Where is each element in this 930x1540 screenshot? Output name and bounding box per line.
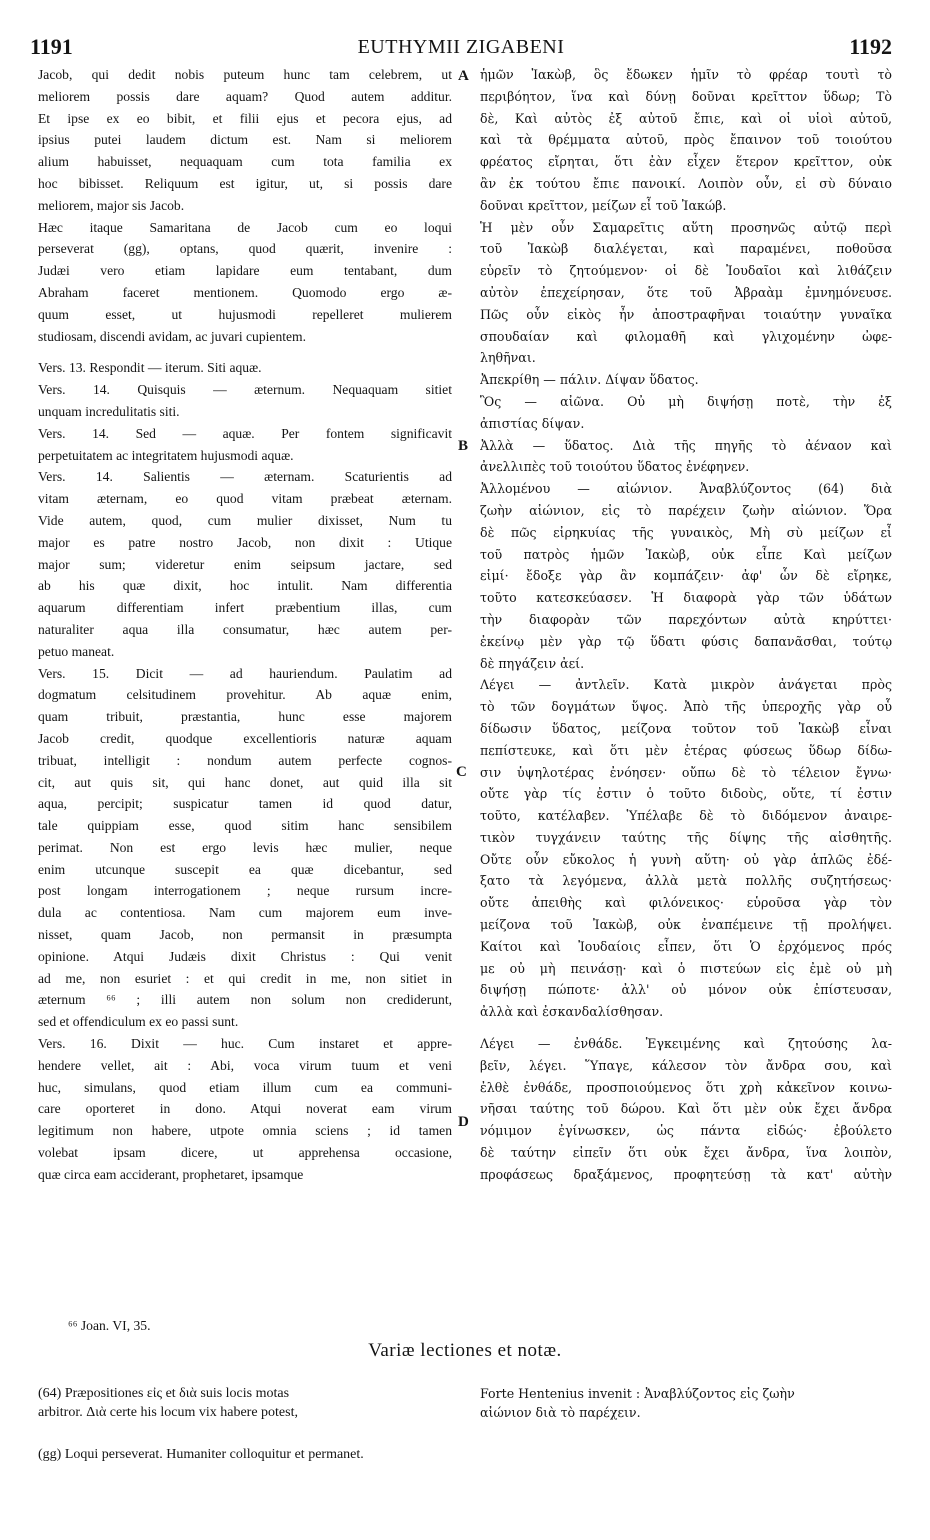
latin-line: petuo maneat. bbox=[38, 643, 115, 659]
greek-line: καὶ τὰ θρέμματα αὐτοῦ, πρὸς ἔπαινον τοῦ τοιούτου bbox=[480, 132, 892, 148]
greek-line: με οὐ μὴ πεινάσῃ· καὶ ὁ πιστεύων εἰς ἐμὲ οὐ μὴ bbox=[480, 960, 892, 976]
latin-line: cit, aut quis sit, qui hanc donet, aut quid illa sit bbox=[38, 774, 452, 790]
latin-line: hoc bibisset. Reliquum est igitur, ut, si possis dare bbox=[38, 175, 452, 191]
greek-line: μείζονα τοῦ Ἰακὼβ, οὐκ ἐναπέμεινε τῇ προλήψει. bbox=[480, 917, 892, 933]
greek-line: τὴν διαφορὰν τῶν παρεχόντων αὐτὰ κηρύττει· bbox=[480, 611, 892, 627]
note-64-continued bbox=[480, 1384, 900, 1422]
greek-line: Ἡ μὲν οὖν Σαμαρεῖτις αὕτη προσηνῶς αὐτῷ περὶ bbox=[480, 219, 892, 235]
greek-line: φρέατος εἴρηται, ὅτι ἐὰν εἶχεν ἕτερον κρεῖττον, οὐκ bbox=[480, 154, 892, 170]
greek-line: δὲ ταύτην εἰπεῖν ὅτι οὐκ ἔχει ἄνδρα, ἵνα λοιπὸν, bbox=[480, 1145, 892, 1161]
latin-line: huc, simulans, quod etiam illum cum ea communi- bbox=[38, 1079, 452, 1095]
greek-spacer bbox=[480, 1023, 892, 1033]
latin-line: meliorem, major sis Jacob. bbox=[38, 197, 185, 213]
footnote: ⁶⁶ Joan. VI, 35. bbox=[68, 1318, 151, 1333]
latin-line: perseverat (gg), optans, quod quærit, invenire : bbox=[38, 241, 452, 257]
latin-line: Vide autem, quod, cum mulier dixisset, Num tu bbox=[38, 512, 452, 528]
greek-line: Λέγει — ἀντλεῖν. Κατὰ μικρὸν ἀνάγεται πρὸς bbox=[480, 677, 892, 693]
latin-line: tale quippiam esse, quod sitim hanc sensibilem bbox=[38, 818, 452, 834]
latin-line: Abraham faceret mentionem. Quomodo ergo æ- bbox=[38, 284, 452, 300]
latin-line: Vers. 16. Dixit — huc. Cum instaret et appre- bbox=[38, 1036, 452, 1052]
greek-line: δὲ, Καὶ αὐτὸς ἐξ αὐτοῦ ἔπιε, καὶ οἱ υἱοὶ αὐτοῦ, bbox=[480, 110, 892, 126]
greek-line: σπουδαίαν καὶ φιλομαθῆ καὶ γλιχομένην ὠφε- bbox=[480, 328, 892, 344]
greek-line: νῆσαι ταύτης τοῦ δώρου. Καὶ ὅτι μὲν οὐκ ἔχει ἄνδρα bbox=[480, 1101, 892, 1117]
latin-line: Vers. 13. Respondit — iterum. Siti aquæ. bbox=[38, 360, 262, 376]
latin-line: major es patre nostro Jacob, non dixit : Utique bbox=[38, 534, 452, 550]
latin-line: perimat. Non est ergo levis hæc mulier, neque bbox=[38, 839, 452, 855]
latin-line: alium habuisset, nequaquam cum tota familia ex bbox=[38, 154, 452, 170]
greek-line: πεπίστευκε, καὶ ὅτι μὲν ἑτέρας φύσεως ὕδωρ δίδω- bbox=[480, 742, 892, 758]
latin-line: care oporteret in dono. Atqui noverat eam virum bbox=[38, 1101, 452, 1117]
latin-line: aquarum differentiam infert præbentium illas, cum bbox=[38, 600, 452, 616]
latin-line: Vers. 14. Quisquis — æternum. Nequaquam sitiet bbox=[38, 382, 452, 398]
greek-line: Καίτοι καὶ Ἰουδαίοις εἶπεν, ὅτι Ὁ ἐρχόμενος πρός bbox=[480, 938, 892, 954]
greek-line: ἡμῶν Ἰακὼβ, ὃς ἔδωκεν ἡμῖν τὸ φρέαρ τουτὶ τὸ bbox=[480, 67, 892, 82]
note-gg: (gg) Loqui perseverat. Humaniter colloquitur et permanet. bbox=[38, 1447, 364, 1462]
greek-line: ἐλθὲ ἐνθάδε, προσποιούμενος ὅτι χρὴ κἀκεῖνον κοινω- bbox=[480, 1079, 892, 1095]
greek-line: Πῶς οὖν εἰκὸς ἦν ἀποστραφῆναι τοιαύτην γυναῖκα bbox=[480, 306, 892, 322]
latin-line: studiosam, discendi avidam, ac juvari cupientem. bbox=[38, 328, 307, 344]
greek-line: δοῦναι κρεῖττον, μείζων εἶ τοῦ Ἰακώβ. bbox=[480, 197, 727, 213]
greek-line: Λέγει — ἐνθάδε. Ἐγκειμένης καὶ ζητούσης λα- bbox=[480, 1036, 892, 1052]
section-marker-c: C bbox=[456, 764, 467, 780]
greek-line: τὸ τῶν δογμάτων ὕψος. Ἀπὸ τῆς ὑπεροχῆς γὰρ οὗ bbox=[480, 699, 892, 715]
greek-line: σιν ὑψηλοτέρας ἐνόησεν· οὔπω δὲ τὸ τέλειον ἔγνω· bbox=[480, 764, 892, 780]
latin-spacer bbox=[38, 347, 452, 357]
latin-line: Hæc itaque Samaritana de Jacob cum eo loqui bbox=[38, 219, 452, 235]
note-64-line-1: (64) Præpositiones εἰς et διὰ suis locis motas bbox=[38, 1386, 290, 1401]
greek-column bbox=[480, 64, 892, 1186]
latin-line: Vers. 15. Dicit — ad hauriendum. Paulatim ad bbox=[38, 665, 452, 681]
latin-column bbox=[38, 64, 452, 1186]
latin-line: post longam interrogationem ; neque rursum incre- bbox=[38, 883, 452, 899]
latin-line: Vers. 14. Sed — aquæ. Per fontem significavit bbox=[38, 425, 452, 441]
page-number-right: 1192 bbox=[849, 34, 892, 59]
latin-line: quam tribuit, præstantia, hunc esse majorem bbox=[38, 709, 452, 725]
greek-line: ἀνελλιπὲς τοῦ τοιούτου ὕδατος ἐνέφηνεν. bbox=[480, 459, 750, 475]
latin-line: sed et offendiculum ex eo passi sunt. bbox=[38, 1014, 239, 1030]
page-number-left: 1191 bbox=[30, 34, 73, 59]
latin-line: æternum ⁶⁶ ; illi autem non solum non crediderunt, bbox=[38, 992, 452, 1008]
latin-line: aqua, percipit; suspicatur tamen id quod datur, bbox=[38, 796, 452, 812]
greek-line: ἂν ἐκ τούτου ἔπιε πανοικί. Λοιπὸν οὖν, εἰ σὺ δύναιο bbox=[480, 175, 892, 191]
note-right-line-1: Forte Hentenius invenit : Ἀναβλύζοντος εἰς ζωὴν bbox=[480, 1386, 795, 1401]
latin-line: Et ipse ex eo bibit, et filii ejus et pecora ejus, ad bbox=[38, 110, 452, 126]
latin-line: Jacob, qui dedit nobis puteum hunc tam celebrem, ut bbox=[38, 67, 452, 82]
latin-line: meliorem possis dare aquam? Quod autem additur. bbox=[38, 88, 452, 104]
latin-line: vitam æternam, eo quod vitam præbeat æternam. bbox=[38, 491, 452, 507]
latin-line: dogmatum celsitudinem provehitur. Ab aquæ enim, bbox=[38, 687, 452, 703]
greek-line: ἐκείνῳ μὲν γὰρ τῷ ὕδατι φύσις δαπανᾶσθαι, τούτῳ bbox=[480, 633, 892, 649]
greek-line: τοῦτο κατεσκεύασεν. Ἡ διαφορὰ γὰρ τῶν ὑδάτων bbox=[480, 590, 892, 606]
latin-line: ad me, non esuriet : et qui credit in me, non sitiet in bbox=[38, 970, 452, 986]
greek-line: προφάσεως δραξάμενος, προφητεύσῃ τὰ κατ' αὐτὴν bbox=[480, 1166, 892, 1182]
latin-line: hendere vellet, ait : Abi, voca virum tuum et veni bbox=[38, 1057, 452, 1073]
greek-line: εὑρεῖν τὸ ζητούμενον· οἱ δὲ Ἰουδαῖοι καὶ λιθάζειν bbox=[480, 263, 892, 279]
latin-line: naturaliter aqua illa consumatur, hæc autem per- bbox=[38, 621, 452, 637]
greek-line: αὐτὸν ἐπεχείρησαν, ὅτε τοῦ Ἀβραὰμ ἐμνημόνευσε. bbox=[480, 284, 892, 300]
latin-line: nisset, quam Jacob, non permansit in præsumpta bbox=[38, 927, 452, 943]
latin-line: quum esset, ut hujusmodi repelleret mulierem bbox=[38, 306, 452, 322]
section-marker-a: A bbox=[458, 68, 469, 84]
latin-line: ipsius putei laudem dictum est. Nam si meliorem bbox=[38, 132, 452, 148]
latin-line: unquam incredulitatis siti. bbox=[38, 403, 180, 419]
greek-line: νόμιμον ἐγίνωσκεν, ὡς πάντα εἰδώς· ἐβούλετο bbox=[480, 1123, 892, 1139]
note-64 bbox=[38, 1384, 458, 1422]
greek-line: τοῦτο, κατέλαβεν. Ὑπέλαβε δὲ τὸ διδόμενον ἀναιρε- bbox=[480, 808, 892, 824]
latin-line: perpetuitatem ac integritatem hujusmodi aquæ. bbox=[38, 447, 294, 463]
greek-line: ξατο τὰ λεγόμενα, ἀλλὰ μετὰ πολλῆς συζητήσεως· bbox=[480, 873, 892, 889]
latin-line: tribuat, intelligit : nondum autem perfecte cognos- bbox=[38, 752, 452, 768]
greek-line: τικὸν τυγχάνειν ταύτης τῆς δίψης τῆς αἰσθητῆς. bbox=[480, 829, 892, 845]
greek-line: Ἀπεκρίθη — πάλιν. Δίψαν ὕδατος. bbox=[480, 372, 699, 388]
greek-line: οὔτε ἀπειθὴς καὶ φιλόνεικος· εὑροῦσα γὰρ τὸν bbox=[480, 895, 892, 911]
section-marker-d: D bbox=[458, 1114, 469, 1130]
latin-line: ab his quæ dixit, hoc intulit. Nam differentia bbox=[38, 578, 452, 594]
greek-line: Ὃς — αἰῶνα. Οὐ μὴ διψήσῃ ποτὲ, τὴν ἐξ bbox=[480, 393, 892, 409]
latin-line: enim utcunque suscepit ea quæ dicebantur, sed bbox=[38, 861, 452, 877]
section-marker-b: B bbox=[458, 438, 469, 454]
latin-line: Vers. 14. Salientis — æternam. Scaturientis ad bbox=[38, 469, 452, 485]
variae-lectiones-title: Variæ lectiones et notæ. bbox=[368, 1340, 562, 1361]
latin-line: Jacob credit, quodque excellentioris naturæ aquam bbox=[38, 730, 452, 746]
latin-line: volebat ipsam dicere, ut apprehensa occasione, bbox=[38, 1145, 452, 1161]
greek-line: Ἀλλὰ — ὕδατος. Διὰ τῆς πηγῆς τὸ ἀέναον καὶ bbox=[480, 437, 892, 453]
latin-line: Judæi vero etiam lapidare eum tentabant, dum bbox=[38, 263, 452, 279]
greek-line: ζωὴν αἰώνιον, εἰς τὸ παρέχειν ζωὴν αἰώνιον. Ὅρα bbox=[480, 502, 892, 518]
greek-line: ἀπιστίας δίψαν. bbox=[480, 415, 585, 431]
latin-line: opinione. Atqui Judæis dixit Christus : Qui venit bbox=[38, 948, 452, 964]
page-header bbox=[30, 34, 892, 64]
greek-line: ἀλλὰ καὶ ἐσκανδαλίσθησαν. bbox=[480, 1004, 664, 1020]
latin-line: legitimum non habere, utpote omnia sciens ; id tamen bbox=[38, 1123, 452, 1139]
greek-line: περιβόητον, ἵνα καὶ δύνῃ δοῦναι κρεῖττον ὕδωρ; Τὸ bbox=[480, 88, 892, 104]
greek-line: οὔτε γὰρ τίς ἐστιν ὁ τοῦτο διδοὺς, οὔτε, τί ἐστιν bbox=[480, 786, 892, 802]
greek-line: εἰμί· ἔδοξε γὰρ ἂν κομπάζειν· ἀφ' ὧν δὲ εἴρηκε, bbox=[480, 568, 892, 584]
note-64-line-2: arbitror. Διὰ certe his locum vix habere potest, bbox=[38, 1405, 298, 1420]
greek-line: βεῖν, λέγει. Ὕπαγε, κάλεσον τὸν ἄνδρα σου, καὶ bbox=[480, 1057, 892, 1073]
latin-line: major sum; videretur enim seipsum jactare, sed bbox=[38, 556, 452, 572]
greek-line: ληθῆναι. bbox=[480, 350, 536, 366]
greek-line: δίδωσιν ὕδατος, μείζονα τοῦτον τοῦ Ἰακὼβ εἶναι bbox=[480, 720, 892, 736]
greek-line: δὲ πηγάζειν ἀεί. bbox=[480, 655, 585, 671]
greek-line: διψήσῃ πώποτε· ἀλλ' οὐ μόνον οὐκ ἐπίστευσαν, bbox=[480, 982, 892, 998]
latin-line: dula ac contentiosa. Nam cum majorem eum inve- bbox=[38, 905, 452, 921]
greek-line: Οὔτε οὖν εὔκολος ἡ γυνὴ αὕτη· οὐ γὰρ ἁπλῶς ἐδέ- bbox=[480, 851, 892, 867]
note-right-line-2: αἰώνιον διὰ τὸ παρέχειν. bbox=[480, 1405, 641, 1420]
latin-line: quæ circa eam acciderant, prophetaret, ipsamque bbox=[38, 1166, 304, 1182]
running-title: EUTHYMII ZIGABENI bbox=[357, 36, 565, 58]
greek-line: τοῦ πατρὸς ἡμῶν Ἰακὼβ, οὐκ εἶπε Καὶ μείζων bbox=[480, 546, 892, 562]
greek-line: τοῦ Ἰακὼβ διαλέγεται, καὶ παραμένει, ποθοῦσα bbox=[480, 241, 892, 257]
greek-line: δὲ πῶς εἰρηκυίας τῆς γυναικὸς, Μὴ σὺ μείζων εἶ bbox=[480, 524, 892, 540]
greek-line: Ἀλλομένου — αἰώνιον. Ἀναβλύζοντος (64) διὰ bbox=[480, 481, 892, 497]
